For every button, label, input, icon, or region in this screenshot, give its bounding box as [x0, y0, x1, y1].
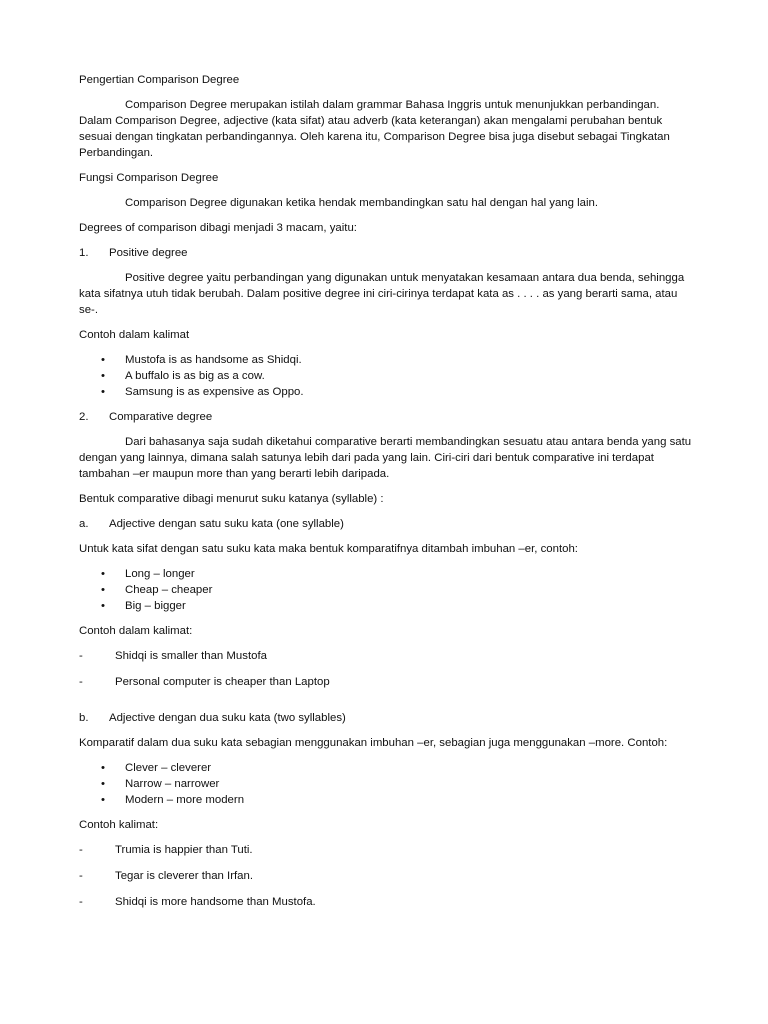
list-number: 2. — [79, 411, 89, 423]
list-item-text: Samsung is as expensive as Oppo. — [125, 386, 304, 398]
list-item — [79, 384, 695, 400]
list-item — [79, 368, 695, 384]
list-item-text: Big – bigger — [125, 600, 186, 612]
dash-marker: - — [79, 896, 83, 908]
list-item-text: Cheap – cheaper — [125, 584, 213, 596]
list-item — [79, 582, 695, 598]
heading-text: Comparative degree — [109, 411, 213, 423]
dash-marker: - — [79, 844, 83, 856]
list-item — [79, 792, 695, 808]
dash-item-text: Personal computer is cheaper than Laptop — [115, 676, 330, 688]
paragraph-degrees-intro: Degrees of comparison dibagi menjadi 3 macam, yaitu: — [79, 222, 357, 234]
list-item — [79, 352, 695, 368]
list-item-text: Mustofa is as handsome as Shidqi. — [125, 354, 302, 366]
dash-marker: - — [79, 650, 83, 662]
list-item — [79, 760, 695, 776]
list-letter: b. — [79, 712, 89, 724]
dash-item — [79, 842, 695, 858]
list-item-text: Clever – cleverer — [125, 762, 212, 774]
bullet-list-positive — [79, 352, 695, 400]
dash-item-text: Trumia is happier than Tuti. — [115, 844, 253, 856]
bullet-list-two-syllables — [79, 760, 695, 808]
dash-marker: - — [79, 870, 83, 882]
dash-item-text: Shidqi is more handsome than Mustofa. — [115, 896, 316, 908]
example-heading-one-syllable: Contoh dalam kalimat: — [79, 625, 193, 637]
dash-item — [79, 894, 695, 910]
bullet-icon: • — [101, 354, 105, 366]
bullet-icon: • — [101, 778, 105, 790]
dash-item-text: Shidqi is smaller than Mustofa — [115, 650, 267, 662]
bullet-icon: • — [101, 762, 105, 774]
list-item-text: Modern – more modern — [125, 794, 245, 806]
paragraph-fungsi: Comparison Degree digunakan ketika hendak membandingkan satu hal dengan hal yang lain. — [125, 197, 599, 209]
dash-item — [79, 648, 695, 664]
paragraph-two-syllables: Komparatif dalam dua suku kata sebagian menggunakan imbuhan –er, sebagian juga menggunakan –more. Contoh: — [79, 737, 668, 749]
dash-item-text: Tegar is cleverer than Irfan. — [115, 870, 254, 882]
dash-marker: - — [79, 676, 83, 688]
paragraph-intro: Comparison Degree merupakan istilah dalam grammar Bahasa Inggris untuk menunjukkan perbandingan. Dalam Comparison Degree, adjective (kata sifat) atau adverb (kata keterangan) akan mengalami perubahan bentuk sesuai dengan tingkatan perbandingannya. Oleh karena itu, Comparison Degree bisa juga disebut sebagai Tingkatan Perbandingan. — [79, 99, 670, 159]
lettered-heading-b — [79, 710, 695, 726]
heading-text: Adjective dengan dua suku kata (two syllables) — [109, 712, 346, 724]
list-number: 1. — [79, 247, 89, 259]
dash-item — [79, 868, 695, 884]
list-letter: a. — [79, 518, 89, 530]
paragraph-comparative: Dari bahasanya saja sudah diketahui comparative berarti membandingkan sesuatu atau antara benda yang satu dengan yang lainnya, dimana salah satunya lebih dari pada yang lain. Ciri-ciri dari bentuk comparative ini terdapat tambahan –er maupun more than yang berarti lebih daripada. — [79, 436, 692, 480]
section-heading-fungsi: Fungsi Comparison Degree — [79, 172, 219, 184]
numbered-heading-comparative — [79, 409, 695, 425]
bullet-icon: • — [101, 370, 105, 382]
paragraph-positive: Positive degree yaitu perbandingan yang digunakan untuk menyatakan kesamaan antara dua benda, sehingga kata sifatnya utuh tidak berubah. Dalam positive degree ini ciri-cirinya terdapat kata as . . . . as yang berarti sama, atau se-. — [79, 272, 685, 316]
bullet-list-one-syllable — [79, 566, 695, 614]
list-item-text: Long – longer — [125, 568, 195, 580]
bullet-icon: • — [101, 600, 105, 612]
paragraph-bentuk: Bentuk comparative dibagi menurut suku katanya (syllable) : — [79, 493, 384, 505]
list-item-text: Narrow – narrower — [125, 778, 220, 790]
list-item — [79, 598, 695, 614]
list-item — [79, 566, 695, 582]
dash-item — [79, 674, 695, 690]
document-body — [79, 72, 695, 920]
paragraph-one-syllable: Untuk kata sifat dengan satu suku kata maka bentuk komparatifnya ditambah imbuhan –er, contoh: — [79, 543, 578, 555]
list-item — [79, 776, 695, 792]
bullet-icon: • — [101, 794, 105, 806]
bullet-icon: • — [101, 568, 105, 580]
bullet-icon: • — [101, 584, 105, 596]
heading-text: Positive degree — [109, 247, 188, 259]
heading-text: Adjective dengan satu suku kata (one syllable) — [109, 518, 344, 530]
numbered-heading-positive — [79, 245, 695, 261]
example-heading-two-syllables: Contoh kalimat: — [79, 819, 159, 831]
lettered-heading-a — [79, 516, 695, 532]
section-heading-pengertian: Pengertian Comparison Degree — [79, 74, 240, 86]
bullet-icon: • — [101, 386, 105, 398]
example-heading-positive: Contoh dalam kalimat — [79, 329, 190, 341]
spacer — [79, 700, 695, 710]
list-item-text: A buffalo is as big as a cow. — [125, 370, 265, 382]
